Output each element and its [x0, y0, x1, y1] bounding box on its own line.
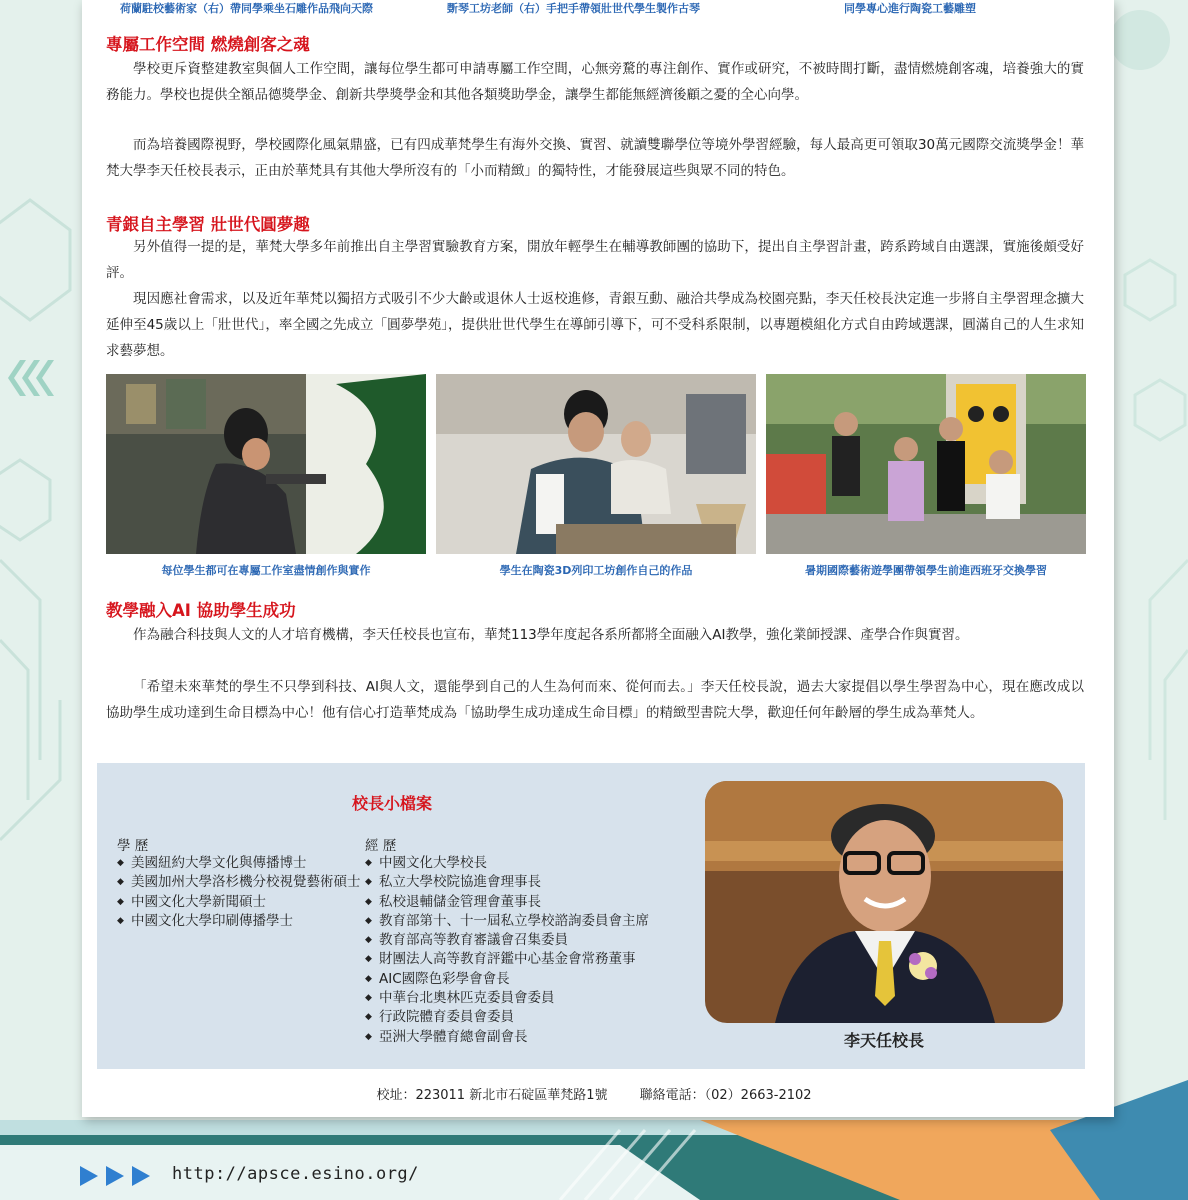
- list-item: ◆ 美國加州大學洛杉機分校視覺藝術碩士: [117, 873, 361, 892]
- photo-ceramics-3d-printing: [436, 374, 756, 554]
- president-portrait: [705, 781, 1063, 1023]
- phone-text: 聯絡電話：（02）2663-2102: [639, 1088, 812, 1103]
- list-item: ◆ 私立大學校院協進會理事長: [365, 873, 705, 892]
- section-heading-workspace: 專屬工作空間 燃燒創客之魂: [106, 35, 310, 54]
- list-item: ◆ 中國文化大學印刷傳播學士: [117, 912, 361, 931]
- address-text: 校址：223011 新北市石碇區華梵路1號: [376, 1088, 608, 1103]
- paragraph: 另外值得一提的是，華梵大學多年前推出自主學習實驗教育方案，開放年輕學生在輔導教師團的協助下，提出自主學習計畫，跨系跨域自由選課，實施後頗受好評。: [106, 239, 1084, 281]
- section-heading-ai: 教學融入AI 協助學生成功: [106, 601, 296, 620]
- top-caption-3: 同學專心進行陶瓷工藝雕塑: [844, 2, 976, 15]
- list-item: ◆ 行政院體育委員會委員: [365, 1008, 705, 1027]
- education-list: [117, 854, 361, 931]
- paragraph: 作為融合科技與人文的人才培育機構，李天任校長也宣布，華梵113學年度起各系所都將全面融入AI教學，強化業師授課、產學合作與實習。: [133, 627, 969, 643]
- website-link[interactable]: http://apsce.esino.org/: [172, 1164, 419, 1184]
- education-label: 學 歷: [117, 838, 149, 854]
- portrait-name: 李天任校長: [843, 1031, 924, 1050]
- paragraph: 現因應社會需求，以及近年華梵以獨招方式吸引不少大齡或退休人士返校進修，青銀互動、融洽共學成為校園亮點，李天任校長決定進一步將自主學習理念擴大延伸至45歲以上「壯世代」，率全國之先成立「圓夢學苑」，提供壯世代學生在導師引導下，可不受科系限制，以專題模組化方式自由跨域選課，圓滿自己的人生求知求藝夢想。: [106, 291, 1084, 359]
- paragraph: 「希望未來華梵的學生不只學到科技、AI與人文，還能學到自己的人生為何而來、從何而去。」李天任校長說，過去大家提倡以學生學習為中心，現在應改成以協助學生成功達到生命目標為中心！他有信心打造華梵成為「協助學生成功達成生命目標」的精緻型書院大學，歡迎任何年齡層的學生成為華梵人。: [106, 679, 1084, 721]
- profile-title: 校長小檔案: [352, 794, 433, 813]
- photo-caption-2: 學生在陶瓷3D列印工坊創作自己的作品: [499, 564, 693, 577]
- photo-caption-3: 暑期國際藝術遊學團帶領學生前進西班牙交換學習: [805, 564, 1047, 577]
- list-item: ◆ 教育部第十、十一屆私立學校諮詢委員會主席: [365, 912, 705, 931]
- footer-contact: [0, 1084, 1188, 1103]
- paragraph: 而為培養國際視野，學校國際化風氣鼎盛，已有四成華梵學生有海外交換、實習、就讀雙聯學位等境外學習經驗，每人最高更可領取30萬元國際交流獎學金！華梵大學李天任校長表示，正由於華梵具有其他大學所沒有的「小而精緻」的獨特性，才能發展這些與眾不同的特色。: [106, 137, 1084, 179]
- paragraph: 學校更斥資整建教室與個人工作空間，讓每位學生都可申請專屬工作空間，心無旁騖的專注創作、實作或研究，不被時間打斷，盡情燃燒創客魂，培養強大的實務能力。學校也提供全額品德獎學金、創新共學獎學金和其他各類獎助學金，讓學生都能無經濟後顧之憂的全心向學。: [106, 61, 1084, 103]
- list-item: ◆ 中華台北奧林匹克委員會委員: [365, 989, 705, 1008]
- photo-studio-artist: [106, 374, 426, 554]
- top-caption-1: 荷蘭駐校藝術家（右）帶同學乘坐石雕作品飛向天際: [120, 2, 373, 15]
- list-item: ◆ 私校退輔儲金管理會董事長: [365, 893, 705, 912]
- photo-spain-study-tour: [766, 374, 1086, 554]
- photo-caption-1: 每位學生都可在專屬工作室盡情創作與實作: [161, 564, 371, 577]
- list-item: ◆ 中國文化大學新聞碩士: [117, 893, 361, 912]
- list-item: ◆ 亞洲大學體育總會副會長: [365, 1028, 705, 1047]
- list-item: ◆ 教育部高等教育審議會召集委員: [365, 931, 705, 950]
- experience-label: 經 歷: [365, 838, 397, 854]
- arrow-icons: [80, 1162, 160, 1190]
- list-item: ◆ 財團法人高等教育評鑑中心基金會常務董事: [365, 950, 705, 969]
- list-item: ◆ 中國文化大學校長: [365, 854, 705, 873]
- top-caption-2: 斲琴工坊老師（右）手把手帶領壯世代學生製作古琴: [447, 2, 700, 15]
- list-item: ◆ AIC國際色彩學會會長: [365, 970, 705, 989]
- section-heading-self-learning: 青銀自主學習 壯世代圓夢趣: [106, 215, 310, 234]
- list-item: ◆ 美國紐約大學文化與傳播博士: [117, 854, 361, 873]
- experience-list: [365, 854, 705, 1047]
